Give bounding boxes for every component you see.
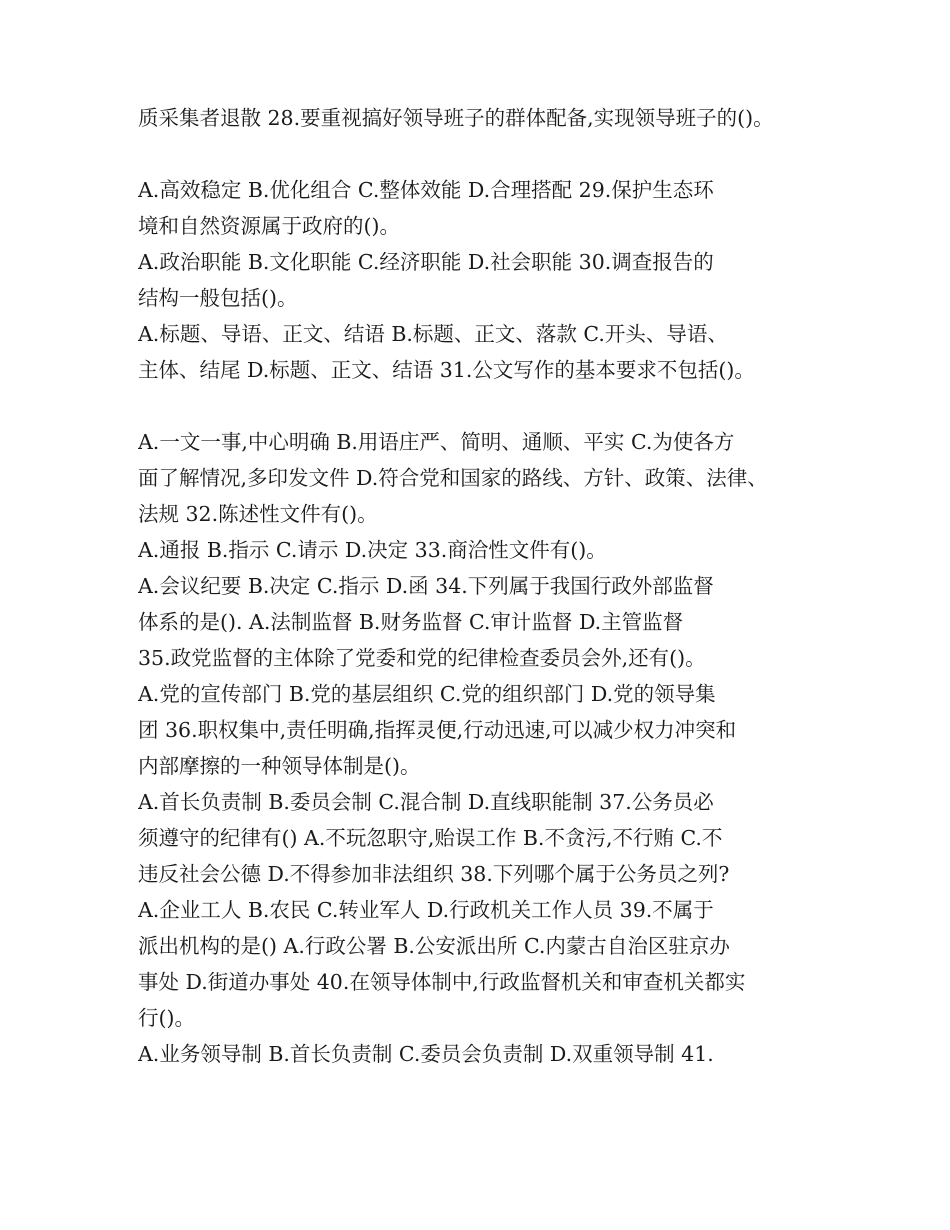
- text-line: 违反社会公德 D.不得参加非法组织 38.下列哪个属于公务员之列?: [138, 862, 730, 886]
- text-line: 35.政党监督的主体除了党委和党的纪律检查委员会外,还有()。: [138, 646, 706, 670]
- text-line: 体系的是(). A.法制监督 B.财务监督 C.审计监督 D.主管监督: [138, 610, 684, 634]
- text-line: 事处 D.街道办事处 40.在领导体制中,行政监督机关和审查机关都实: [138, 970, 746, 994]
- document-body: [138, 100, 828, 1072]
- text-line: A.一文一事,中心明确 B.用语庄严、简明、通顺、平实 C.为使各方: [138, 430, 735, 454]
- text-line: A.会议纪要 B.决定 C.指示 D.函 34.下列属于我国行政外部监督: [138, 574, 714, 598]
- blank-line: [138, 388, 828, 424]
- text-line: A.企业工人 B.农民 C.转业军人 D.行政机关工作人员 39.不属于: [138, 898, 714, 922]
- text-line: 法规 32.陈述性文件有()。: [138, 502, 378, 526]
- text-line: 团 36.职权集中,责任明确,指挥灵便,行动迅速,可以减少权力冲突和: [138, 718, 737, 742]
- blank-line: [138, 136, 828, 172]
- text-line: 内部摩擦的一种领导体制是()。: [138, 754, 421, 778]
- text-line: A.标题、导语、正文、结语 B.标题、正文、落款 C.开头、导语、: [138, 322, 728, 346]
- text-line: 行()。: [138, 1006, 195, 1030]
- text-line: 结构一般包括()。: [138, 286, 298, 310]
- text-line: A.通报 B.指示 C.请示 D.决定 33.商洽性文件有()。: [138, 538, 607, 562]
- text-line: 须遵守的纪律有() A.不玩忽职守,贻误工作 B.不贪污,不行贿 C.不: [138, 826, 723, 850]
- text-line: A.高效稳定 B.优化组合 C.整体效能 D.合理搭配 29.保护生态环: [138, 178, 714, 202]
- text-line: A.政治职能 B.文化职能 C.经济职能 D.社会职能 30.调查报告的: [138, 250, 714, 274]
- text-line: 境和自然资源属于政府的()。: [138, 214, 400, 238]
- text-line: 派出机构的是() A.行政公署 B.公安派出所 C.内蒙古自治区驻京办: [138, 934, 730, 958]
- text-line: A.首长负责制 B.委员会制 C.混合制 D.直线职能制 37.公务员必: [138, 790, 714, 814]
- text-line: 面了解情况,多印发文件 D.符合党和国家的路线、方针、政策、法律、: [138, 466, 768, 490]
- text-line: 质采集者退散 28.要重视搞好领导班子的群体配备,实现领导班子的()。: [138, 106, 774, 130]
- text-line: 主体、结尾 D.标题、正文、结语 31.公文写作的基本要求不包括()。: [138, 358, 755, 382]
- text-line: A.党的宣传部门 B.党的基层组织 C.党的组织部门 D.党的领导集: [138, 682, 716, 706]
- text-line: A.业务领导制 B.首长负责制 C.委员会负责制 D.双重领导制 41.: [138, 1042, 714, 1066]
